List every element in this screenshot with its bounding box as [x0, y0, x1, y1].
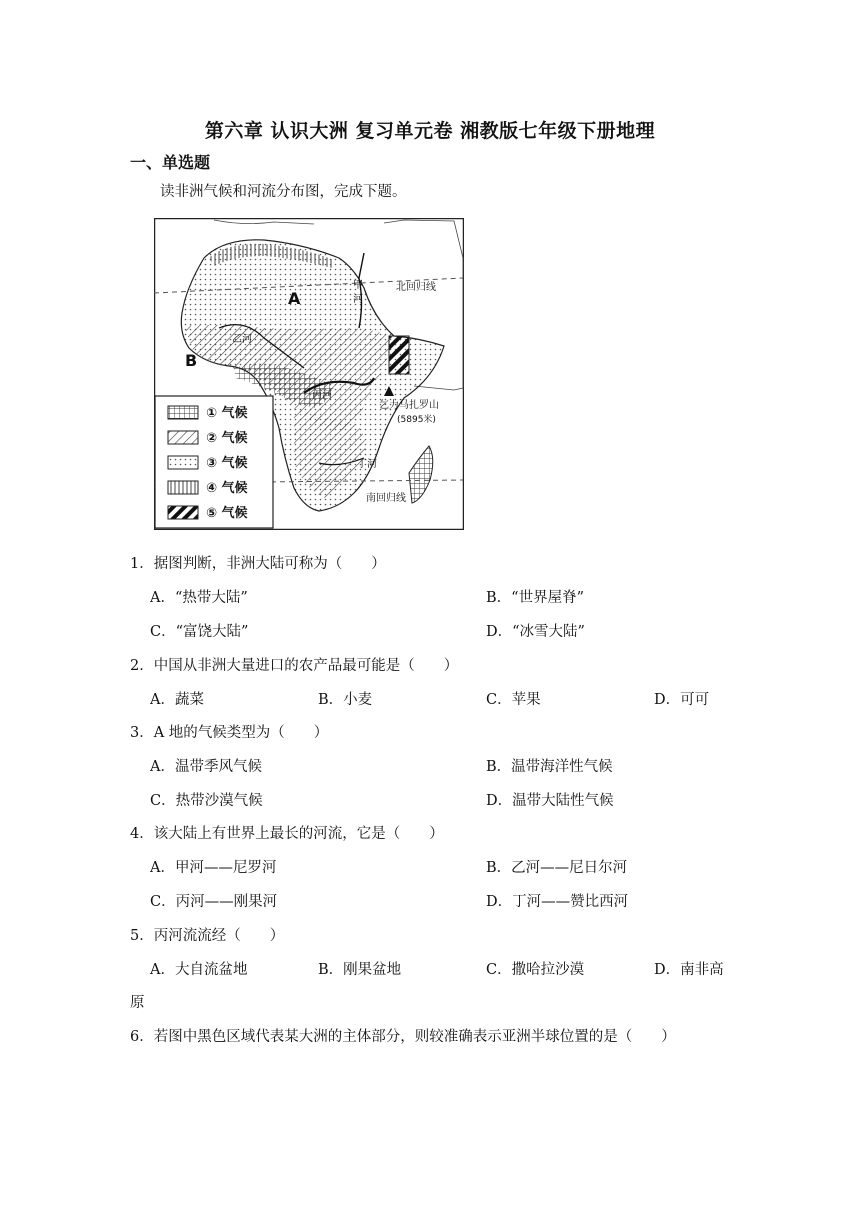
- question-2-stem: 2．中国从非洲大量进口的农产品最可能是（ ）: [130, 658, 459, 674]
- river-ding-label: 丁河: [357, 459, 377, 470]
- q1-option-d: D．“冰雪大陆”: [486, 624, 585, 640]
- q5-option-d-wrap: 原: [130, 995, 145, 1011]
- river-bing-label: 丙河: [312, 390, 332, 401]
- q3-option-d: D．温带大陆性气候: [486, 793, 614, 809]
- q3-option-a: A．温带季风气候: [150, 759, 262, 775]
- map-label-b: B: [185, 351, 198, 370]
- legend-item-3: ③ 气候: [206, 456, 248, 471]
- map-label-a: A: [288, 289, 301, 308]
- q1-option-b: B．“世界屋脊”: [486, 590, 584, 606]
- q4-option-d: D．丁河——赞比西河: [486, 894, 629, 910]
- q3-option-b: B．温带海洋性气候: [486, 759, 613, 775]
- q5-option-b: B．刚果盆地: [318, 962, 402, 978]
- q4-option-c: C．丙河——刚果河: [150, 894, 278, 910]
- legend-item-4: ④ 气候: [206, 481, 248, 496]
- tropic-north-label: 北回归线: [396, 282, 436, 293]
- question-3-stem: 3．A 地的气候类型为（ ）: [130, 725, 329, 741]
- q3-option-c: C．热带沙漠气候: [150, 793, 263, 809]
- river-jia-label-1: 甲: [353, 280, 363, 291]
- legend-item-1: ① 气候: [206, 406, 248, 421]
- question-4-stem: 4．该大陆上有世界上最长的河流，它是（ ）: [130, 826, 444, 842]
- page-title: 第六章 认识大洲 复习单元卷 湘教版七年级下册地理: [204, 120, 656, 142]
- q4-option-b: B．乙河——尼日尔河: [486, 860, 628, 876]
- q5-option-a: A．大自流盆地: [150, 962, 248, 978]
- section-heading: 一、单选题: [130, 153, 211, 172]
- legend-item-2: ② 气候: [206, 431, 248, 446]
- q2-option-c: C．苹果: [486, 692, 541, 708]
- legend-item-5: ⑤ 气候: [206, 506, 248, 521]
- q2-option-d: D．可可: [654, 692, 710, 708]
- q2-option-a: A．蔬菜: [150, 692, 204, 708]
- mountain-height-label: (5895米): [397, 415, 436, 425]
- river-jia-label-2: 河: [353, 294, 363, 305]
- tropic-south-label: 南回归线: [366, 493, 406, 504]
- q5-option-c: C．撒哈拉沙漠: [486, 962, 585, 978]
- q5-option-d: D．南非高: [654, 962, 724, 978]
- question-intro: 读非洲气候和河流分布图，完成下题。: [160, 184, 407, 200]
- q1-option-c: C．“富饶大陆”: [150, 624, 249, 640]
- mountain-label: 乞力马扎罗山: [379, 400, 439, 411]
- question-6-stem: 6．若图中黑色区域代表某大洲的主体部分，则较准确表示亚洲半球位置的是（ ）: [130, 1029, 676, 1045]
- q2-option-b: B．小麦: [318, 692, 373, 708]
- q1-option-a: A．“热带大陆”: [150, 590, 248, 606]
- q4-option-a: A．甲河——尼罗河: [150, 860, 277, 876]
- river-yi-label: 乙河: [232, 334, 252, 345]
- africa-climate-map: [154, 218, 464, 530]
- question-1-stem: 1．据图判断，非洲大陆可称为（ ）: [130, 556, 386, 572]
- question-5-stem: 5．丙河流流经（ ）: [130, 928, 285, 944]
